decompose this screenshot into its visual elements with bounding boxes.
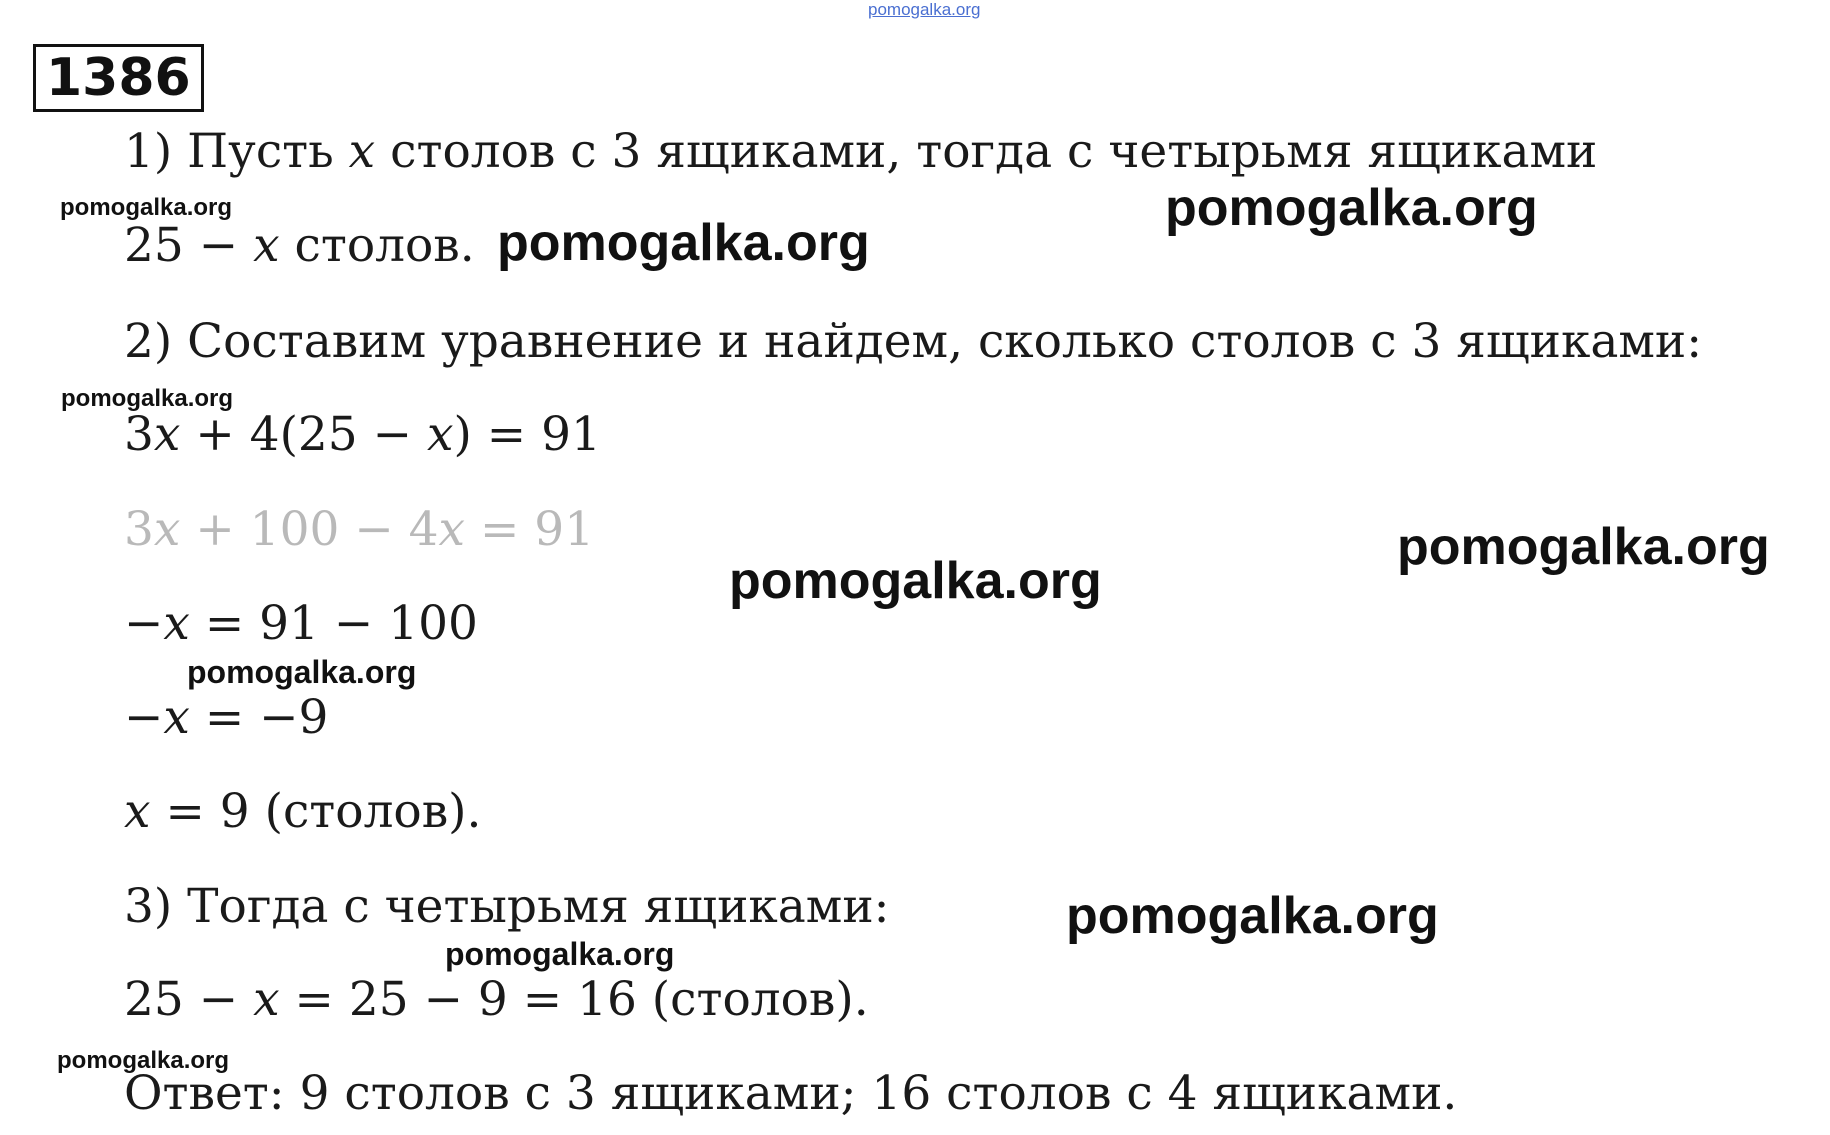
problem-number: 1386 [33, 44, 204, 112]
watermark-6: pomogalka.org [729, 552, 1102, 610]
equation-line-6: 25 − 𝑥 = 25 − 9 = 16 (столов). [124, 972, 869, 1027]
equation-line-2: 3𝑥 + 100 − 4𝑥 = 91 [124, 502, 595, 557]
watermark-top: pomogalka.org [868, 0, 981, 19]
watermark-10: pomogalka.org [57, 1047, 230, 1074]
answer-line: Ответ: 9 столов с 3 ящиками; 16 столов с 4 ящиками. [124, 1066, 1458, 1121]
watermark-9: pomogalka.org [445, 936, 675, 972]
watermark-2: pomogalka.org [1165, 179, 1538, 237]
watermark-4: pomogalka.org [61, 385, 234, 412]
equation-line-4: −𝑥 = −9 [124, 690, 329, 745]
watermark-1: pomogalka.org [60, 194, 233, 221]
solution-line-3: 2) Составим уравнение и найдем, сколько столов с 3 ящиками: [124, 314, 1703, 369]
solution-line-1: 1) Пусть 𝑥 столов с 3 ящиками, тогда с четырьмя ящиками [124, 124, 1598, 179]
watermark-5: pomogalka.org [1397, 518, 1770, 576]
watermark-3: pomogalka.org [497, 214, 870, 272]
watermark-7: pomogalka.org [187, 654, 417, 690]
equation-line-3: −𝑥 = 91 − 100 [124, 596, 478, 651]
solution-line-step3: 3) Тогда с четырьмя ящиками: [124, 879, 890, 934]
solution-line-2: 25 − 𝑥 столов. [124, 218, 475, 273]
watermark-8: pomogalka.org [1066, 887, 1439, 945]
equation-line-1: 3𝑥 + 4(25 − 𝑥) = 91 [124, 407, 601, 462]
equation-line-5: 𝑥 = 9 (столов). [124, 784, 482, 839]
